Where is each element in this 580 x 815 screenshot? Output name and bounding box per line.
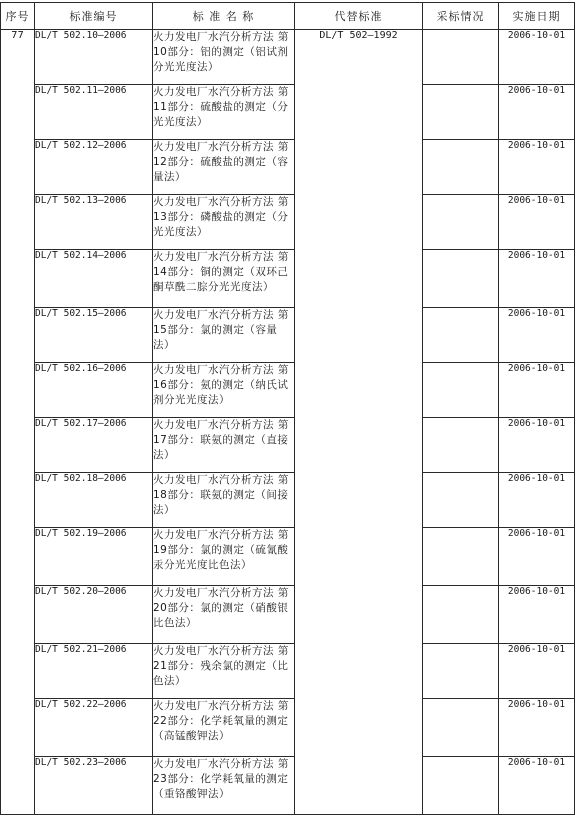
table-row [1,699,575,757]
standard-code: DL/T 502.15—2006 [35,308,153,363]
implementation-date: 2006-10-01 [499,757,575,815]
table-row [1,473,575,528]
adoption-status [423,30,499,85]
table-row [1,644,575,699]
implementation-date: 2006-10-01 [499,30,575,85]
table-row [1,140,575,195]
standards-table [0,2,575,815]
implementation-date: 2006-10-01 [499,140,575,195]
standard-name: 火力发电厂水汽分析方法 第22部分：化学耗氧量的测定（高锰酸钾法） [153,699,295,757]
standard-name: 火力发电厂水汽分析方法 第21部分：残余氯的测定（比色法） [153,644,295,699]
adoption-status [423,140,499,195]
adoption-status [423,418,499,473]
standard-code: DL/T 502.17—2006 [35,418,153,473]
standard-code: DL/T 502.19—2006 [35,528,153,586]
standard-name: 火力发电厂水汽分析方法 第13部分：磷酸盐的测定（分光光度法） [153,195,295,250]
implementation-date: 2006-10-01 [499,418,575,473]
standard-name: 火力发电厂水汽分析方法 第14部分：铜的测定（双环己酮草酰二腙分光光度法） [153,250,295,308]
implementation-date: 2006-10-01 [499,699,575,757]
standard-code: DL/T 502.20—2006 [35,586,153,644]
header-no: 序号 [1,3,35,30]
implementation-date: 2006-10-01 [499,644,575,699]
standard-name: 火力发电厂水汽分析方法 第23部分：化学耗氧量的测定（重铬酸钾法） [153,757,295,815]
implementation-date: 2006-10-01 [499,363,575,418]
standard-name: 火力发电厂水汽分析方法 第12部分：硫酸盐的测定（容量法） [153,140,295,195]
replaced-standard: DL/T 502—1992 [295,30,423,815]
table-row [1,528,575,586]
standard-code: DL/T 502.10—2006 [35,30,153,85]
standard-code: DL/T 502.23—2006 [35,757,153,815]
adoption-status [423,250,499,308]
implementation-date: 2006-10-01 [499,195,575,250]
adoption-status [423,363,499,418]
standard-name: 火力发电厂水汽分析方法 第20部分：氯的测定（硝酸银比色法） [153,586,295,644]
header-adoption: 采标情况 [423,3,499,30]
header-code: 标准编号 [35,3,153,30]
standard-code: DL/T 502.11—2006 [35,85,153,140]
adoption-status [423,308,499,363]
standard-code: DL/T 502.14—2006 [35,250,153,308]
row-group-number: 77 [1,30,35,815]
implementation-date: 2006-10-01 [499,308,575,363]
implementation-date: 2006-10-01 [499,85,575,140]
table-body [1,30,575,815]
adoption-status [423,699,499,757]
adoption-status [423,586,499,644]
table-header-row [1,3,575,30]
implementation-date: 2006-10-01 [499,528,575,586]
table-row [1,195,575,250]
implementation-date: 2006-10-01 [499,586,575,644]
implementation-date: 2006-10-01 [499,250,575,308]
standard-code: DL/T 502.12—2006 [35,140,153,195]
table-row [1,30,575,85]
header-date: 实施日期 [499,3,575,30]
header-replaced: 代替标准 [295,3,423,30]
standard-name: 火力发电厂水汽分析方法 第10部分：铝的测定（铝试剂分光光度法） [153,30,295,85]
table-row [1,757,575,815]
adoption-status [423,195,499,250]
adoption-status [423,473,499,528]
standard-code: DL/T 502.16—2006 [35,363,153,418]
standard-name: 火力发电厂水汽分析方法 第11部分：硫酸盐的测定（分光光度法） [153,85,295,140]
adoption-status [423,644,499,699]
table-row [1,85,575,140]
table-row [1,308,575,363]
table-row [1,418,575,473]
standard-name: 火力发电厂水汽分析方法 第18部分：联氨的测定（间接法） [153,473,295,528]
standard-name: 火力发电厂水汽分析方法 第15部分：氯的测定（容量法） [153,308,295,363]
standard-name: 火力发电厂水汽分析方法 第16部分：氨的测定（纳氏试剂分光光度法） [153,363,295,418]
adoption-status [423,528,499,586]
standard-code: DL/T 502.18—2006 [35,473,153,528]
implementation-date: 2006-10-01 [499,473,575,528]
adoption-status [423,757,499,815]
standard-name: 火力发电厂水汽分析方法 第19部分：氯的测定（硫氰酸汞分光光度比色法） [153,528,295,586]
table-row [1,363,575,418]
standard-code: DL/T 502.22—2006 [35,699,153,757]
table-row [1,250,575,308]
table-row [1,586,575,644]
standard-code: DL/T 502.21—2006 [35,644,153,699]
standard-name: 火力发电厂水汽分析方法 第17部分：联氨的测定（直接法） [153,418,295,473]
standard-code: DL/T 502.13—2006 [35,195,153,250]
header-name: 标 准 名 称 [153,3,295,30]
adoption-status [423,85,499,140]
